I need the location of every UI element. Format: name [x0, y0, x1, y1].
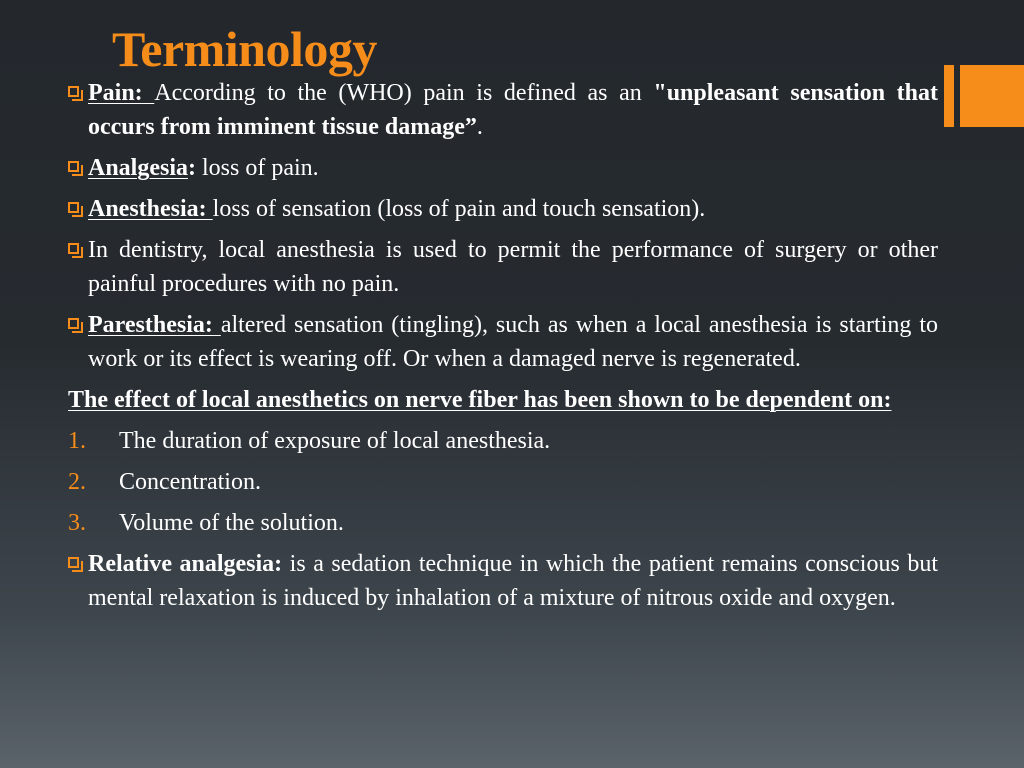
checkbox-bullet-icon — [68, 243, 83, 258]
checkbox-bullet-icon — [68, 86, 83, 101]
item-number: 3. — [68, 510, 86, 536]
item-number: 1. — [68, 428, 86, 454]
relative-analgesia-text: is a sedation technique in which the patient remains conscious but mental relaxation is induced by inhalation of a mixture of nitrous oxide and oxygen. — [88, 551, 938, 611]
analgesia-text: loss of pain. — [196, 155, 319, 181]
term-analgesia: Analgesia — [88, 155, 189, 181]
numbered-item — [68, 506, 938, 540]
slide-content — [68, 76, 938, 622]
slide-title: Terminology — [112, 21, 377, 77]
item-text: Concentration. — [119, 469, 261, 495]
dentistry-text: In dentistry, local anesthesia is used to permit the performance of surgery or other painful procedures with no pain. — [88, 237, 938, 297]
numbered-item — [68, 424, 938, 458]
bullet-paresthesia — [68, 308, 938, 376]
checkbox-bullet-icon — [68, 318, 83, 333]
bullet-anesthesia — [68, 192, 938, 226]
effect-heading: The effect of local anesthetics on nerve fiber has been shown to be dependent on: — [68, 387, 892, 413]
term-anesthesia: Anesthesia: — [88, 196, 213, 222]
paresthesia-text: altered sensation (tingling), such as when a local anesthesia is starting to work or its effect is wearing off. Or when a damaged nerve is regenerated. — [88, 312, 938, 372]
pain-quote: "unpleasant sensation that occurs from imminent tissue damage” — [88, 80, 938, 140]
bullet-analgesia — [68, 151, 938, 185]
numbered-item — [68, 465, 938, 499]
pain-tail: . — [476, 114, 483, 140]
bullet-dentistry — [68, 233, 938, 301]
analgesia-colon: : — [188, 155, 197, 181]
bullet-pain — [68, 76, 938, 144]
item-number: 2. — [68, 469, 86, 495]
accent-bar-thick — [960, 65, 1024, 127]
checkbox-bullet-icon — [68, 202, 83, 217]
pain-text: According to the (WHO) pain is defined as an — [154, 80, 654, 106]
anesthesia-text: loss of sensation (loss of pain and touch sensation). — [212, 196, 706, 222]
term-paresthesia: Paresthesia: — [88, 312, 221, 338]
checkbox-bullet-icon — [68, 161, 83, 176]
term-pain: Pain: — [88, 80, 155, 106]
checkbox-bullet-icon — [68, 557, 83, 572]
accent-bar-thin — [944, 65, 954, 127]
bullet-relative-analgesia — [68, 547, 938, 615]
item-text: Volume of the solution. — [119, 510, 344, 536]
term-relative-analgesia: Relative analgesia: — [88, 551, 283, 577]
item-text: The duration of exposure of local anesthesia. — [119, 428, 551, 454]
